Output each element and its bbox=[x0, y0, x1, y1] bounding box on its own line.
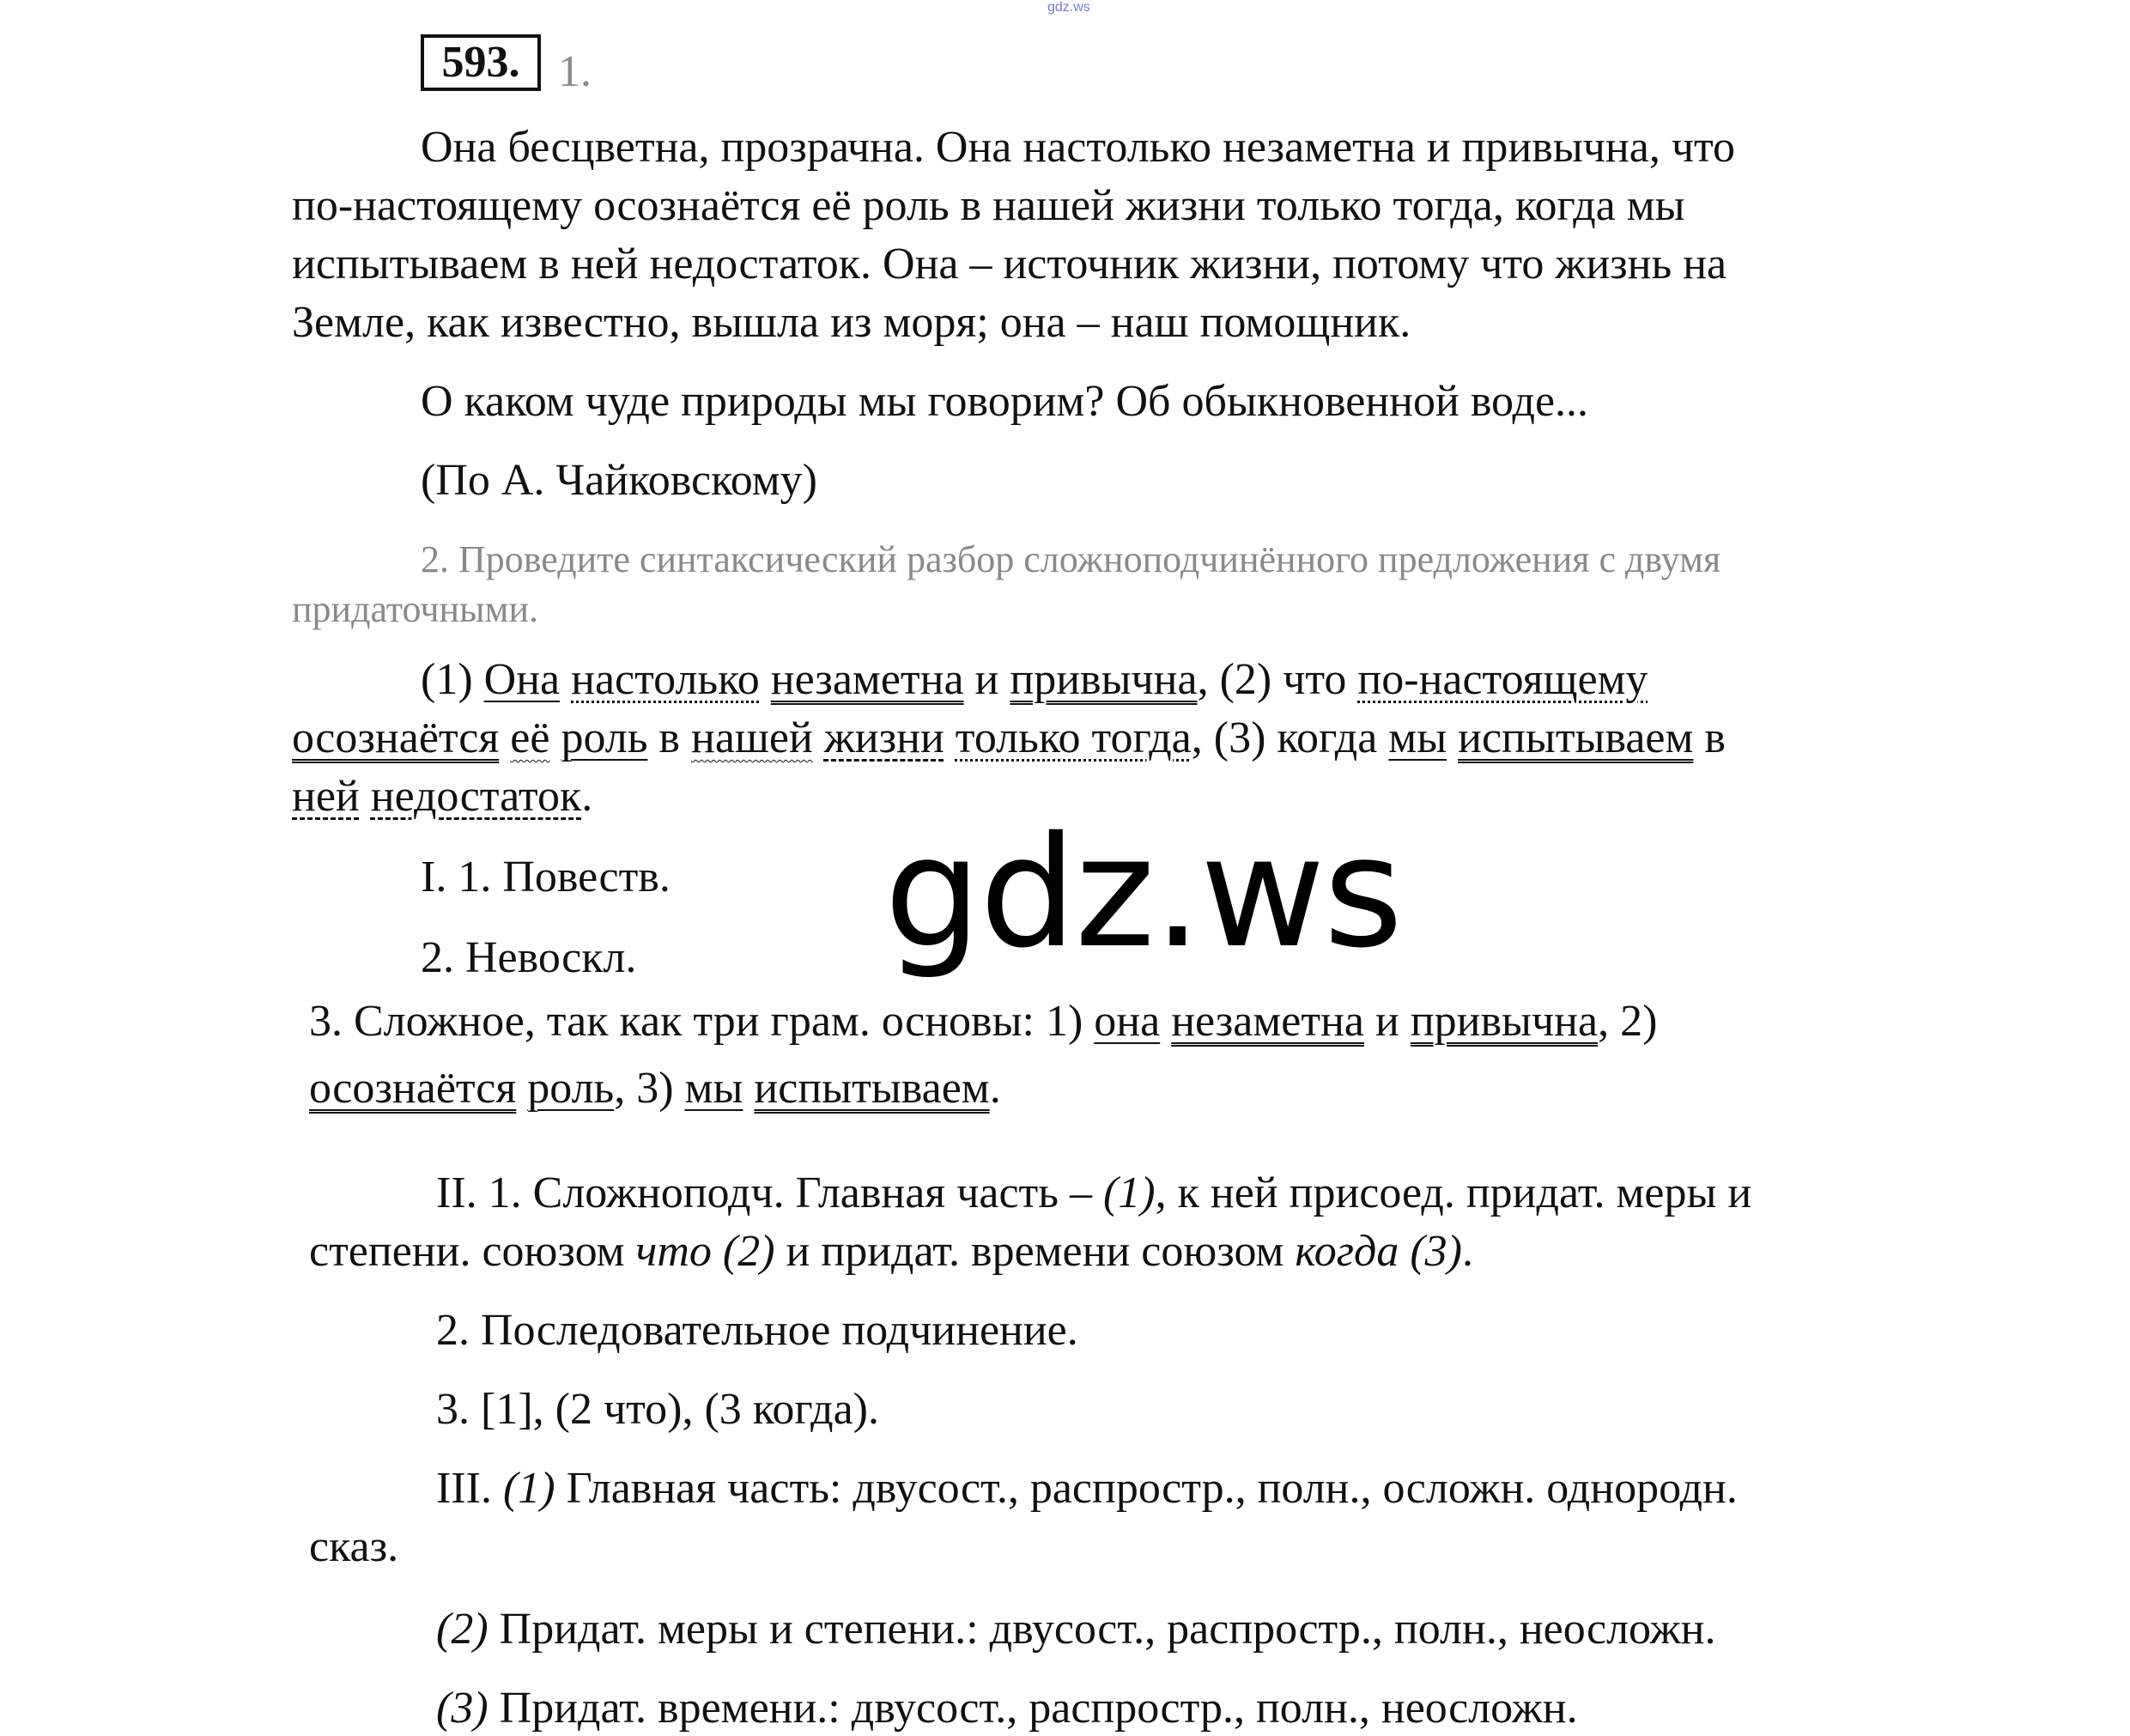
subject-word: она bbox=[1094, 997, 1161, 1046]
text-chunk: . bbox=[581, 772, 593, 821]
text-chunk: III. bbox=[436, 1464, 503, 1513]
text-chunk bbox=[944, 713, 956, 762]
text-chunk: Придат. меры и степени.: двусост., распростр., полн., неосложн. bbox=[488, 1605, 1716, 1654]
text-chunk: 3. Сложное, так как три грам. основы: 1) bbox=[309, 997, 1095, 1046]
part1-line-3b bbox=[309, 1061, 1001, 1116]
text-chunk: , (3) когда bbox=[1191, 713, 1389, 762]
part3-line-4 bbox=[436, 1681, 1578, 1736]
text-line-2: по-настоящему осознаётся её роль в нашей жизни только тогда, когда мы bbox=[292, 181, 1685, 230]
italic-ref: (2) bbox=[436, 1605, 489, 1654]
task2-line-1: 2. Проведите синтаксический разбор сложноподчинённого предложения с двумя bbox=[421, 538, 1721, 580]
italic-ref: когда (3) bbox=[1295, 1227, 1462, 1276]
task2-line-2: придаточными. bbox=[292, 588, 539, 630]
text-chunk bbox=[743, 1064, 754, 1113]
subject-word: роль bbox=[561, 713, 648, 762]
text-chunk bbox=[1447, 713, 1458, 762]
analyzed-line-2 bbox=[292, 711, 1726, 766]
italic-ref: (3) bbox=[436, 1684, 489, 1733]
text-line-4: Земле, как известно, вышла из моря; она – наш помощник. bbox=[292, 298, 1411, 347]
attribute-word: её bbox=[510, 713, 550, 762]
predicate-word: привычна bbox=[1010, 655, 1198, 704]
text-chunk: , 2) bbox=[1598, 997, 1658, 1046]
adverbial-word: настолько bbox=[571, 655, 760, 704]
adverbial-word: по-настоящему bbox=[1357, 655, 1648, 704]
watermark-logo: gdz.ws bbox=[884, 804, 1402, 981]
attribute-word: нашей bbox=[690, 713, 813, 762]
attribution: (По А. Чайковскому) bbox=[421, 456, 817, 505]
exercise-number: 593. bbox=[421, 34, 541, 91]
text-chunk: и придат. времени союзом bbox=[774, 1227, 1296, 1276]
text-chunk: Придат. времени.: двусост., распростр., полн., неосложн. bbox=[488, 1684, 1578, 1733]
text-chunk bbox=[360, 772, 371, 821]
analyzed-line-1 bbox=[421, 653, 1648, 707]
text-chunk: в bbox=[647, 713, 691, 762]
text-line-1: Она бесцветна, прозрачна. Она настолько незаметна и привычна, что bbox=[421, 123, 1736, 172]
predicate-word: осознаётся bbox=[292, 713, 500, 762]
text-chunk bbox=[560, 655, 571, 704]
object-word: ней bbox=[292, 772, 360, 821]
predicate-word: незаметна bbox=[1171, 997, 1365, 1046]
subject-word: Она bbox=[483, 655, 561, 704]
predicate-word: незаметна bbox=[770, 655, 964, 704]
text-chunk: (1) bbox=[421, 655, 484, 704]
part2-line-4: 3. [1], (2 что), (3 когда). bbox=[436, 1385, 879, 1434]
text-chunk: степени. союзом bbox=[309, 1227, 636, 1276]
text-chunk bbox=[549, 713, 561, 762]
text-chunk bbox=[1160, 997, 1171, 1046]
part3-line-2: сказ. bbox=[309, 1522, 399, 1571]
part1-line-3a bbox=[309, 994, 1657, 1049]
predicate-word: испытываем bbox=[1458, 713, 1694, 762]
part1-line-1: I. 1. Повеств. bbox=[421, 853, 671, 901]
text-chunk: , к ней присоед. придат. меры и bbox=[1155, 1168, 1752, 1217]
italic-ref: (1) bbox=[1102, 1168, 1156, 1217]
text-chunk: Главная часть: двусост., распростр., полн., осложн. однородн. bbox=[555, 1464, 1738, 1513]
analyzed-line-3 bbox=[292, 769, 592, 824]
part1-line-2: 2. Невоскл. bbox=[421, 933, 637, 982]
predicate-word: привычна bbox=[1410, 997, 1599, 1046]
question-line: О каком чуде природы мы говорим? Об обыкновенной воде... bbox=[421, 377, 1589, 426]
subject-word: мы bbox=[1388, 713, 1447, 762]
part3-line-1 bbox=[436, 1461, 1738, 1516]
part1-label: 1. bbox=[558, 47, 592, 96]
part2-line-3: 2. Последовательное подчинение. bbox=[436, 1306, 1078, 1355]
text-chunk: и bbox=[963, 655, 1010, 704]
text-chunk: , 3) bbox=[614, 1064, 685, 1113]
text-chunk bbox=[516, 1064, 527, 1113]
text-chunk bbox=[499, 713, 510, 762]
text-chunk bbox=[760, 655, 771, 704]
predicate-word: осознаётся bbox=[309, 1064, 517, 1113]
italic-ref: что (2) bbox=[635, 1227, 775, 1276]
predicate-word: испытываем bbox=[754, 1064, 990, 1113]
subject-word: мы bbox=[684, 1064, 743, 1113]
subject-word: роль bbox=[527, 1064, 615, 1113]
italic-ref: (1) bbox=[502, 1464, 555, 1513]
part2-line-1 bbox=[436, 1166, 1751, 1221]
adverbial-word: только тогда bbox=[955, 713, 1192, 762]
text-chunk bbox=[813, 713, 824, 762]
object-word: недостаток bbox=[370, 772, 582, 821]
part3-line-3 bbox=[436, 1602, 1716, 1657]
text-chunk: в bbox=[1693, 713, 1726, 762]
text-chunk: и bbox=[1364, 997, 1411, 1046]
text-chunk: II. 1. Сложноподч. Главная часть – bbox=[436, 1168, 1103, 1217]
text-chunk: . bbox=[1461, 1227, 1473, 1276]
text-chunk: , (2) что bbox=[1197, 655, 1358, 704]
text-chunk: . bbox=[989, 1064, 1001, 1113]
part2-line-2 bbox=[309, 1224, 1473, 1279]
text-line-3: испытываем в ней недостаток. Она – источник жизни, потому что жизнь на bbox=[292, 240, 1727, 288]
object-word: жизни bbox=[823, 713, 944, 762]
top-watermark: gdz.ws bbox=[1047, 0, 1090, 15]
